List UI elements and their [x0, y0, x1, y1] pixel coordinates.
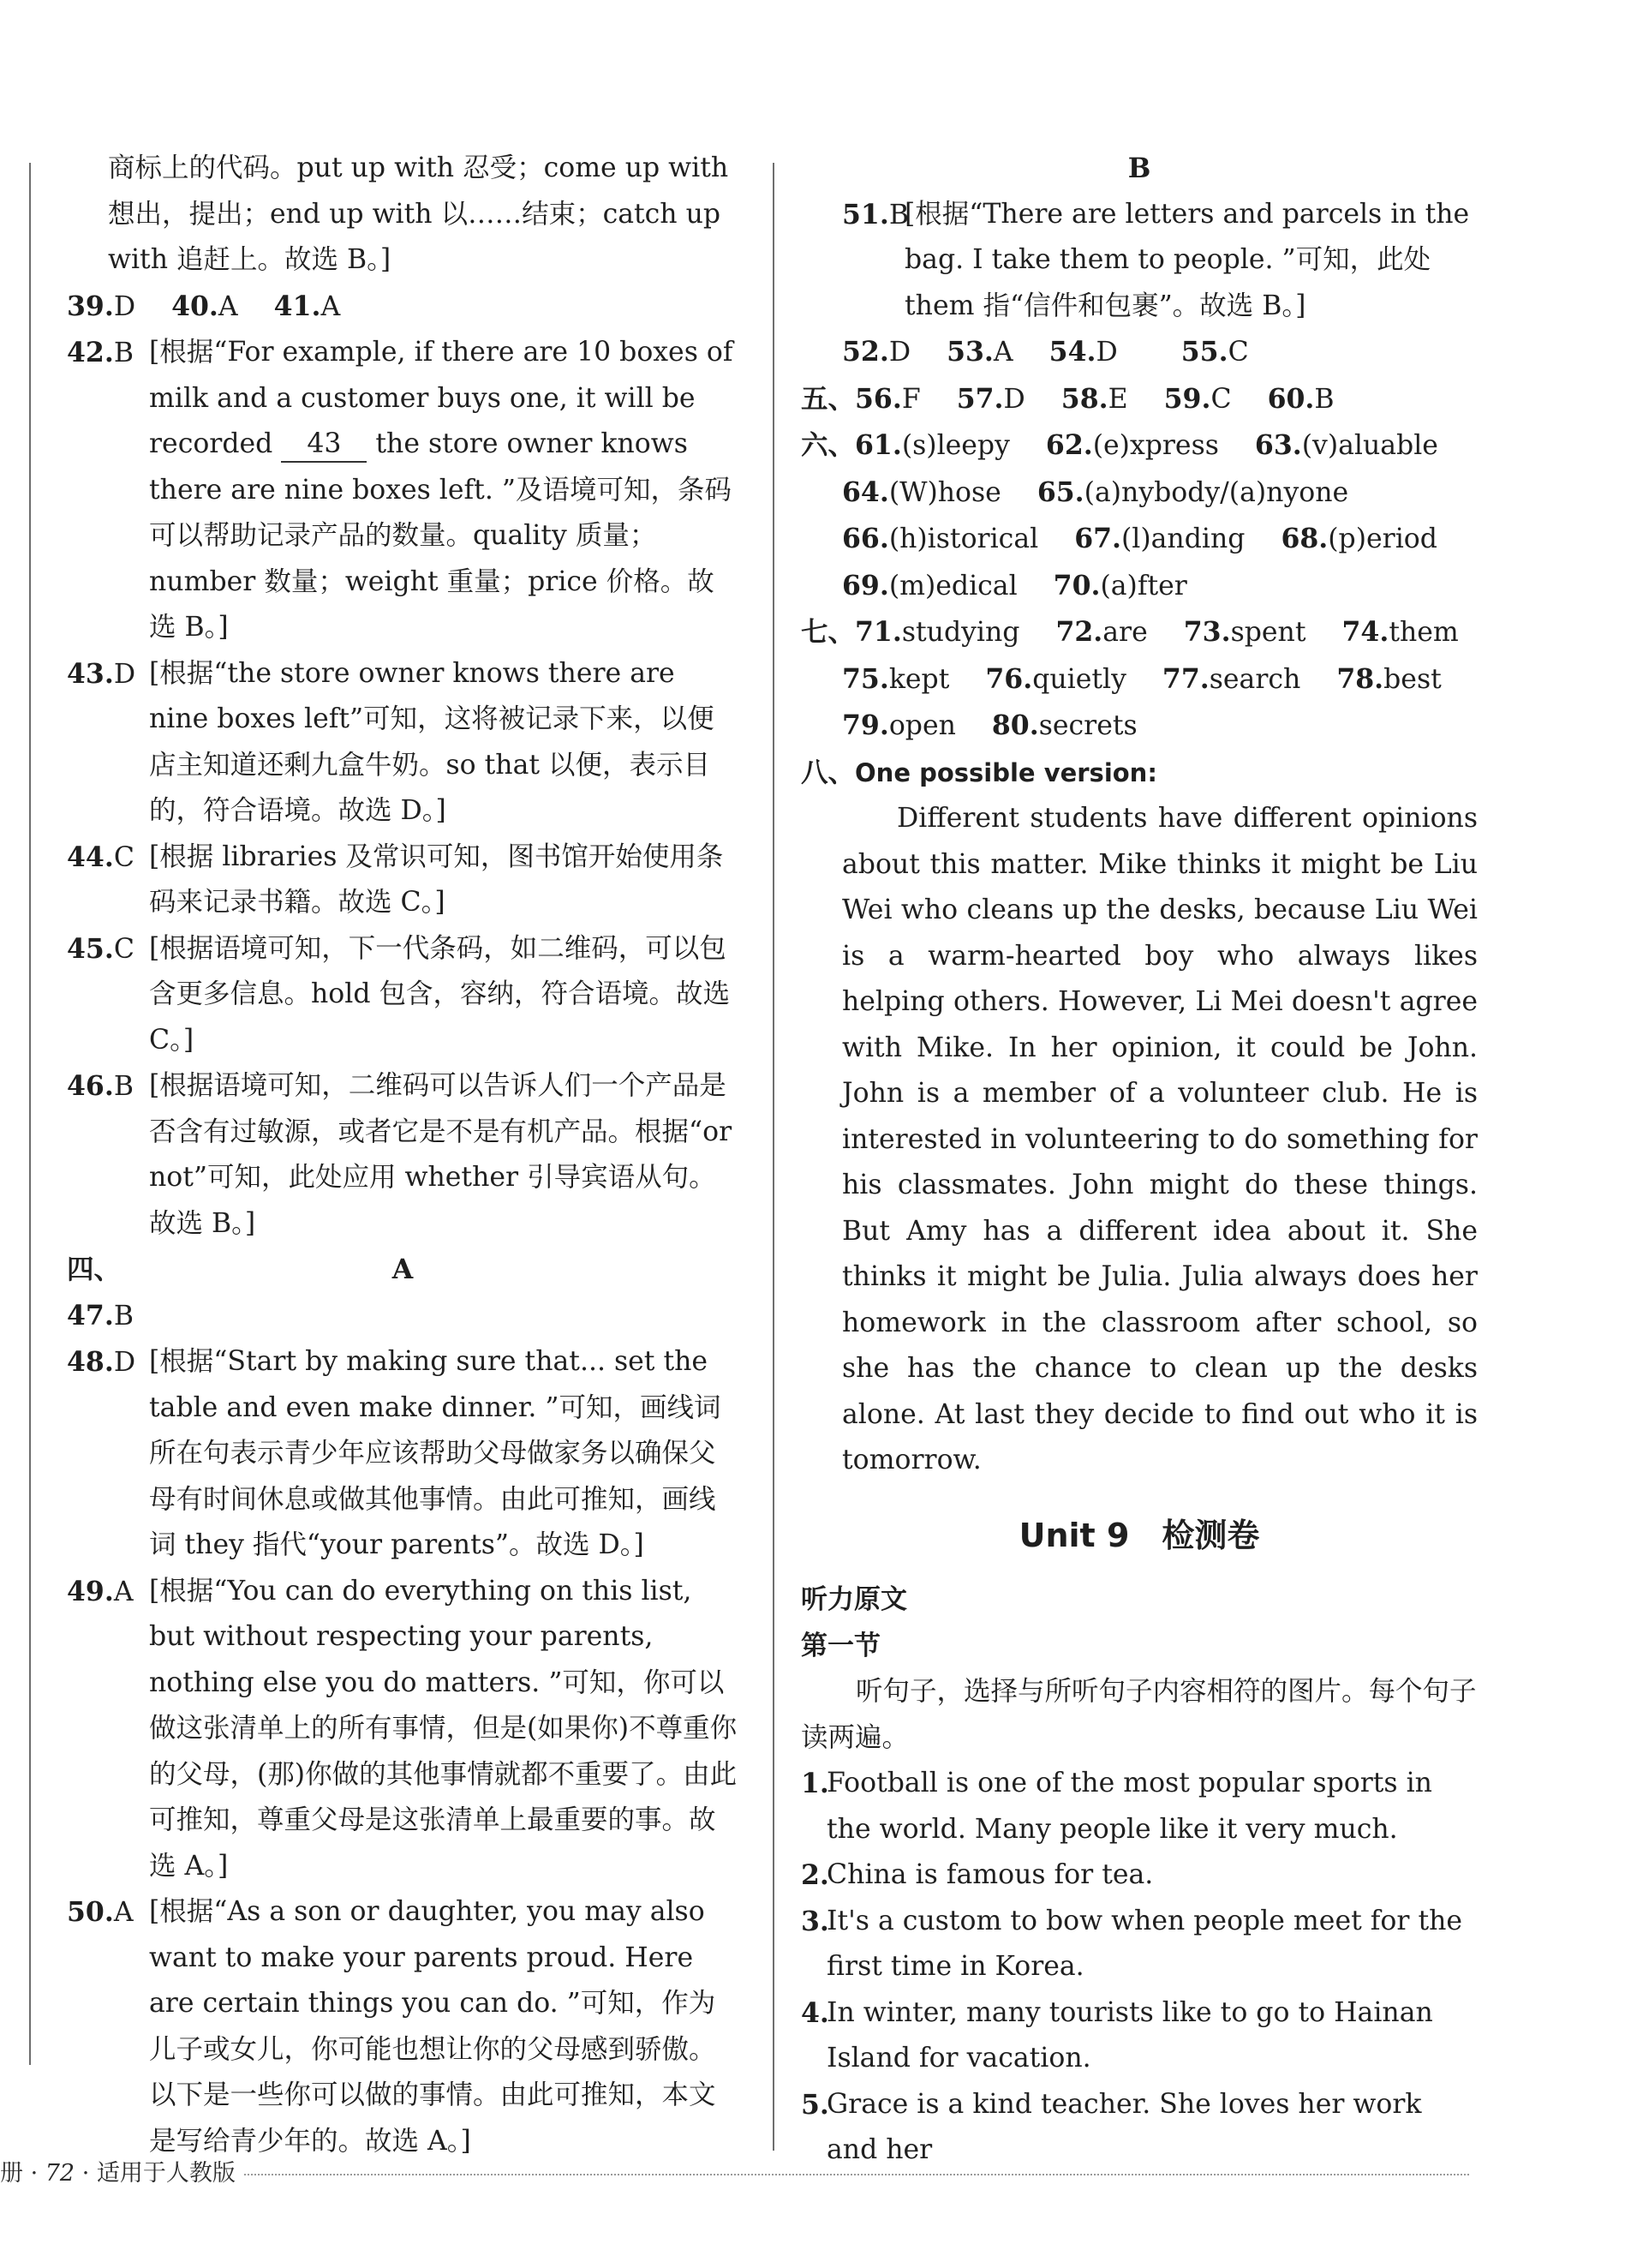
q70-answer: (a)fter: [1100, 570, 1187, 601]
q49-answer: A: [113, 1576, 134, 1607]
listening-sentence-1: [801, 1761, 1478, 1852]
q42-explanation-start: [根据“For example, if there are 10 boxes of milk and a customer buys one, it will be recorded: [149, 337, 733, 459]
passage-a-label: A: [391, 1254, 414, 1285]
answer-row-79-80: [801, 703, 1478, 750]
listening-instruction: 听句子，选择与所听句子内容相符的图片。每个句子读两遍。: [801, 1676, 1477, 1753]
left-margin-rule: [29, 163, 31, 2065]
unit-title: Unit 9 检测卷: [1019, 1516, 1260, 1554]
answer-item-43: [67, 651, 738, 835]
q43-explanation: [根据“the store owner knows there are nine boxes left”可知，这将被记录下来，以便店主知道还剩九盒牛奶。so that 以便，表示目的，符合语境。故选 D。]: [149, 657, 714, 826]
answer-row-75-78: [801, 656, 1478, 703]
q57-answer: D: [1003, 383, 1025, 415]
q63-answer: (v)aluable: [1301, 430, 1438, 461]
q70-number: 70.: [1053, 569, 1101, 601]
section-eight-heading: [801, 750, 1478, 797]
q68-answer: (p)eriod: [1328, 524, 1437, 554]
page-number: 72: [45, 2160, 75, 2187]
q71-number: 71.: [855, 616, 902, 648]
q39-number: 39.: [67, 290, 114, 322]
continued-explanation: 商标上的代码。put up with 忍受；come up with 想出，提出；end up with 以……结束；catch up with 追赶上。故选 B。]: [108, 153, 729, 275]
q44-explanation: [根据 libraries 及常识可知，图书馆开始使用条码来记录书籍。故选 C。]: [149, 841, 724, 918]
q75-answer: kept: [888, 663, 950, 695]
q53-number: 53.: [947, 336, 994, 368]
q73-number: 73.: [1183, 616, 1231, 648]
q43-answer: D: [113, 658, 136, 690]
q69-number: 69.: [842, 569, 889, 601]
q46-explanation: [根据语境可知，二维码可以告诉人们一个产品是否含有过敏源，或者它是不是有机产品。根据“or not”可知，此处应用 whether 引导宾语从句。故选 B。]: [149, 1070, 732, 1239]
answer-item-48: [67, 1339, 738, 1569]
listening-title: 听力原文: [801, 1584, 907, 1615]
listening-sentences: [801, 1761, 1478, 2174]
page-footer: [0, 2154, 1469, 2187]
q51-number: 51.: [842, 198, 889, 230]
q67-answer: (l)anding: [1121, 524, 1246, 554]
q61-number: 61.: [855, 429, 902, 461]
q54-number: 54.: [1049, 336, 1096, 368]
q66-answer: (h)istorical: [888, 524, 1039, 554]
q65-answer: (a)nybody/(a)nyone: [1084, 476, 1349, 508]
sentence-4-text: In winter, many tourists like to go to Hainan Island for vacation.: [827, 1996, 1433, 2074]
answer-item-45: [67, 926, 738, 1064]
q69-answer: (m)edical: [888, 570, 1018, 601]
q78-number: 78.: [1336, 662, 1384, 695]
q75-number: 75.: [842, 662, 889, 695]
q50-answer: A: [113, 1897, 134, 1928]
sentence-2-number: 2.: [801, 1859, 829, 1891]
q55-number: 55.: [1180, 336, 1228, 368]
q41-number: 41.: [273, 290, 321, 322]
q67-number: 67.: [1074, 523, 1121, 554]
section-four-heading: [67, 1247, 738, 1293]
listening-sentence-2: [801, 1852, 1478, 1899]
section-seven-label: 七、: [801, 616, 856, 648]
q47-answer: B: [113, 1300, 134, 1331]
q80-answer: secrets: [1038, 710, 1138, 741]
q45-number: 45.: [67, 932, 114, 965]
q42-blank: 43: [281, 427, 367, 463]
footer-edition: · 适用于人教版: [75, 2160, 236, 2187]
passage-b-label: B: [1127, 153, 1151, 184]
section-five-label: 五、: [801, 382, 856, 415]
q49-explanation: [根据“You can do everything on this list, but without respecting your parents, nothing else you do matters. ”可知，你可以做这张清单上的所有事情，但是(如果你)不尊重你的父母，(那)你做的其他事情就都不重要了。由此可推知，尊重父母是这张清单上最重要的事。故选 A。]: [149, 1575, 738, 1882]
answer-item-42: [67, 330, 738, 651]
footer-prefix: 册 ·: [0, 2160, 45, 2187]
sample-essay-label: One possible version:: [855, 757, 1157, 787]
q76-number: 76.: [985, 662, 1033, 695]
sentence-1-number: 1.: [801, 1768, 829, 1799]
footer-dotted-rule: [244, 2174, 1469, 2175]
q58-number: 58.: [1060, 382, 1108, 415]
q45-explanation: [根据语境可知，下一代条码，如二维码，可以包含更多信息。hold 包含，容纳，符合语境。故选 C。]: [149, 932, 731, 1056]
q42-number: 42.: [67, 337, 114, 368]
q79-number: 79.: [842, 709, 889, 741]
answer-row-47: [67, 1293, 738, 1340]
q62-number: 62.: [1045, 429, 1093, 461]
sentence-4-number: 4.: [801, 1996, 829, 2029]
q60-answer: B: [1314, 383, 1335, 415]
q45-answer: C: [113, 933, 134, 965]
q39-answer: D: [113, 290, 136, 322]
q42-answer: B: [113, 338, 134, 368]
answer-row-61-63: [801, 422, 1478, 470]
q55-answer: C: [1228, 337, 1249, 368]
q77-answer: search: [1209, 663, 1301, 695]
q56-number: 56.: [855, 382, 902, 415]
q74-number: 74.: [1341, 616, 1389, 648]
q52-answer: D: [888, 337, 911, 368]
q46-number: 46.: [67, 1070, 114, 1102]
q73-answer: spent: [1230, 617, 1306, 648]
q41-answer: A: [320, 290, 341, 322]
listening-sentence-3: [801, 1899, 1478, 1990]
q47-number: 47.: [67, 1299, 114, 1331]
q54-answer: D: [1096, 337, 1118, 368]
q63-number: 63.: [1254, 429, 1302, 461]
answer-item-46: [67, 1063, 738, 1247]
q77-number: 77.: [1162, 662, 1210, 695]
q49-number: 49.: [67, 1575, 114, 1607]
q50-explanation: [根据“As a son or daughter, you may also want to make your parents proud. Here are certain things you can do. ”可知，作为儿子或女儿，你可能也想让你的父母感到骄傲。以下是一些你可以做的事情。由此可推知，本文是写给青少年的。故选 A。]: [149, 1896, 716, 2157]
q52-number: 52.: [842, 336, 889, 368]
answer-row-52-55: [801, 329, 1478, 376]
section-eight-label: 八、: [801, 756, 856, 788]
q66-number: 66.: [842, 523, 889, 554]
answer-row-39-41: [67, 284, 738, 331]
sentence-5-text: Grace is a kind teacher. She loves her work and her: [827, 2088, 1422, 2165]
q40-answer: A: [218, 290, 238, 322]
answer-item-51: [801, 192, 1478, 330]
q51-answer: B: [888, 199, 909, 230]
q62-answer: (e)xpress: [1092, 430, 1219, 461]
q57-number: 57.: [956, 382, 1004, 415]
sentence-3-number: 3.: [801, 1905, 829, 1937]
q72-number: 72.: [1055, 616, 1103, 648]
answer-row-64-65: [801, 470, 1478, 517]
part-one-title: 第一节: [801, 1630, 881, 1661]
sentence-2-text: China is famous for tea.: [827, 1859, 1154, 1890]
q64-answer: (W)hose: [888, 476, 1001, 508]
answer-row-56-60: [801, 376, 1478, 423]
sentence-5-number: 5.: [801, 2088, 829, 2121]
left-column: [67, 146, 738, 2164]
answer-item-44: [67, 835, 738, 926]
q50-number: 50.: [67, 1896, 114, 1928]
sentence-1-text: Football is one of the most popular sports in the world. Many people like it very much.: [827, 1768, 1432, 1845]
sentence-3-text: It's a custom to bow when people meet for the first time in Korea.: [827, 1905, 1463, 1982]
q64-number: 64.: [842, 476, 889, 508]
q51-explanation: [根据“There are letters and parcels in the bag. I take them to people. ”可知，此处 them 指“信件和包裹”。故选 B。]: [905, 198, 1470, 321]
q46-answer: B: [113, 1071, 134, 1102]
q48-number: 48.: [67, 1346, 114, 1378]
passage-b-heading: [801, 146, 1478, 192]
q42-explanation-end: the store owner knows there are nine boxes left. ”及语境可知，条码可以帮助记录产品的数量。quality 质量；number 数量；weight 重量；price 价格。故选 B。]: [149, 428, 732, 643]
section-six-label: 六、: [801, 429, 856, 461]
sample-essay: Different students have different opinions about this matter. Mike thinks it might be Liu Wei who cleans up the desks, because Liu Wei is a warm-hearted boy who always likes helping others. However, Li Mei doesn't agree with Mike. In her opinion, it could be John. John is a member of a volunteer club. He is interested in volunteering to do something for his classmates. John might do these things. But Amy has a different idea about it. She thinks it might be Julia. Julia always does her homework in the classroom after school, so she has the chance to clean up the desks alone. At last they decide to find out who it is tomorrow.: [842, 803, 1478, 1475]
q72-answer: are: [1102, 617, 1148, 648]
q59-number: 59.: [1163, 382, 1211, 415]
q59-answer: C: [1210, 383, 1232, 415]
q43-number: 43.: [67, 657, 114, 690]
q74-answer: them: [1389, 617, 1459, 648]
section-four-label: 四、: [67, 1254, 122, 1285]
q68-number: 68.: [1281, 523, 1329, 554]
answer-item-49: [67, 1569, 738, 1890]
q53-answer: A: [993, 337, 1013, 368]
q61-answer: (s)leepy: [901, 430, 1010, 461]
answer-row-66-68: [801, 516, 1478, 563]
answer-row-69-70: [801, 563, 1478, 610]
right-column: [801, 146, 1478, 2174]
answer-row-71-74: [801, 609, 1478, 656]
q78-answer: best: [1383, 663, 1442, 695]
q40-number: 40.: [171, 290, 218, 322]
answer-item-50: [67, 1889, 738, 2164]
q65-number: 65.: [1037, 476, 1084, 508]
q60-number: 60.: [1267, 382, 1315, 415]
column-divider: [773, 163, 774, 2151]
q56-answer: F: [901, 383, 921, 415]
q80-number: 80.: [991, 709, 1039, 741]
q58-answer: E: [1108, 383, 1128, 415]
q48-explanation: [根据“Start by making sure that... set the table and even make dinner. ”可知，画线词所在句表示青少年应该帮助父母做家务以确保父母有时间休息或做其他事情。由此可推知，画线词 they 指代“your parents”。故选 D。]: [149, 1346, 721, 1560]
q44-answer: C: [113, 841, 134, 873]
listening-sentence-4: [801, 1990, 1478, 2082]
q71-answer: studying: [901, 617, 1020, 648]
q48-answer: D: [113, 1347, 136, 1378]
q76-answer: quietly: [1032, 663, 1126, 695]
q79-answer: open: [888, 710, 956, 741]
q44-number: 44.: [67, 841, 114, 873]
